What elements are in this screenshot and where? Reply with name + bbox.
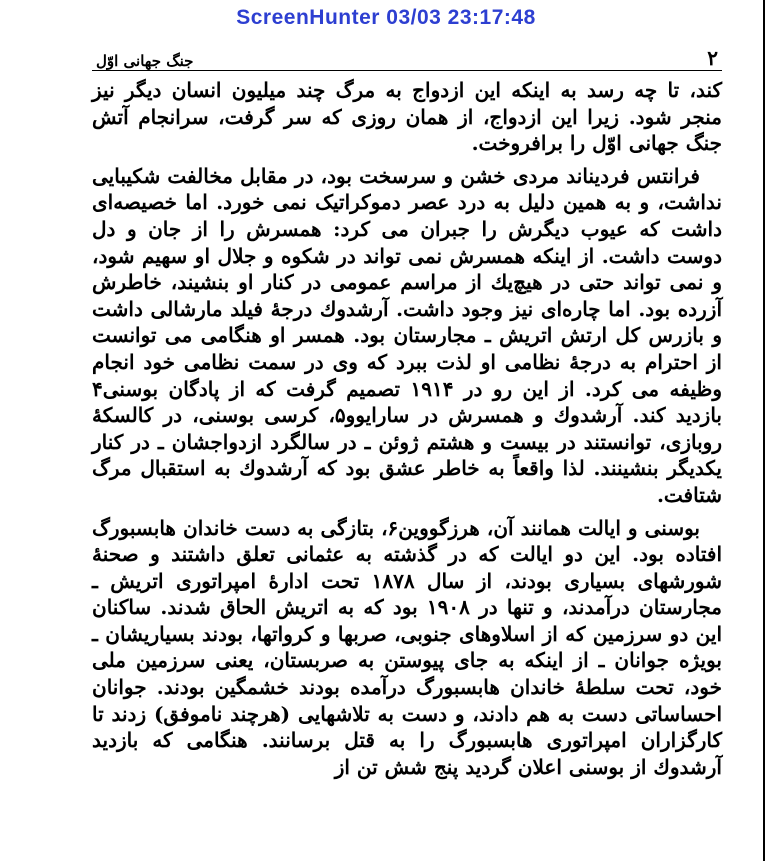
page-edge-rule — [763, 0, 765, 861]
paragraph-3: بوسنی و ایالت همانند آن، هرزگووین۶، بتازگی به دست خاندان هابسبورگ افتاده بود. این دو ایالت که در گذشته به عثمانی تعلق داشتند و صحنهٔ شورشهای بسیاری بودند، از سال ۱۸۷۸ تحت ادارهٔ امپراتوری اتریش ـ مجارستان درآمدند، و تنها در ۱۹۰۸ بود که به اتریش الحاق شدند. ساکنان این دو سرزمین که از اسلاوهای جنوبی، صربها و کرواتها، بودند بسیاریشان ـ بویژه جوانان ـ از اینکه به جای پیوستن به صربستان، یعنی سرزمین ملی خود، تحت سلطهٔ خاندان هابسبورگ درآمده بودند خشمگین بودند. جوانان احساساتی دست به هم دادند، و دست به تلاشهایی (هرچند ناموفق) زدند تا کارگزاران امپراتوری هابسبورگ را به قتل برسانند. هنگامی که بازدید آرشدوك از بوسنی اعلان گردید پنج شش تن از — [92, 515, 722, 779]
screenhunter-watermark: ScreenHunter 03/03 23:17:48 — [236, 6, 536, 29]
paragraph-2: فرانتس فردیناند مردی خشن و سرسخت بود، در مقابل مخالفت شکیبایی نداشت، و به همین دلیل به درد عصر دموکراتیک نمی خورد. اما خصیصه‌ای داشت که عیوب دیگرش را جبران می کرد: همسرش را از جان و دل دوست داشت. از اینکه همسرش نمی تواند در شکوه و جلال او سهیم شود، و نمی تواند حتی در هیچ‌یك از مراسم عمومی در کنار او بنشیند، خاطرش آزرده بود. اما چاره‌ای نیز وجود داشت. آرشدوك درجهٔ فیلد مارشالی داشت و بازرس کل ارتش اتریش ـ مجارستان بود. همسر او هنگامی می توانست از احترام به درجهٔ نظامی او لذت ببرد که وی در سمت نظامی خود انجام وظیفه می کرد. از این رو در ۱۹۱۴ تصمیم گرفت که از پادگان بوسنی۴ بازدید کند. آرشدوك و همسرش در سارایوو۵، کرسی بوسنی، در کالسکهٔ روبازی، توانستند در بیست و هشتم ژوئن ـ در سالگرد ازدواجشان ـ در کنار یکدیگر بنشینند. لذا واقعاً به خاطر عشق بود که آرشدوك به استقبال مرگ شتافت. — [92, 163, 722, 507]
book-page — [92, 40, 722, 780]
paragraph-1: کند، تا چه رسد به اینکه این ازدواج به مرگ چند میلیون انسان دیگر نیز منجر شود. زیرا این ازدواج، از همان روزی که سر گرفت، سرانجام آتش جنگ جهانی اوّل را برافروخت. — [92, 78, 722, 156]
page-number: ۲ — [707, 46, 718, 70]
body-text — [92, 77, 722, 780]
chapter-title: جنگ جهانی اوّل — [96, 52, 194, 70]
running-head — [92, 40, 722, 71]
